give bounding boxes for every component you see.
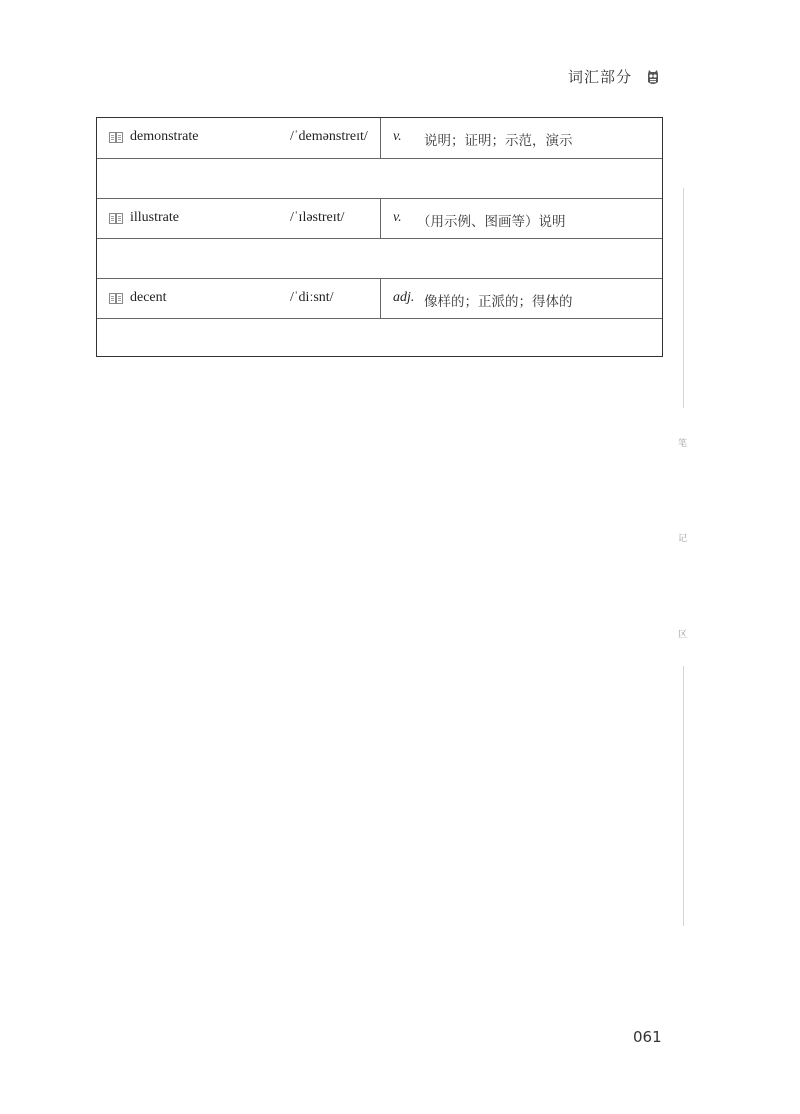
vocab-entry	[97, 118, 662, 158]
vocab-word: demonstrate	[130, 129, 199, 144]
notes-margin-line-bottom	[683, 666, 684, 926]
vocab-entry	[97, 278, 662, 318]
vocab-part-of-speech: v.	[393, 210, 402, 225]
book-icon	[109, 132, 123, 143]
note-row	[97, 238, 662, 278]
page-number: 061	[633, 1028, 662, 1046]
vocab-word: illustrate	[130, 210, 179, 225]
notes-margin-line-top	[683, 188, 684, 408]
note-row	[97, 158, 662, 198]
vocab-phonetic: /ˈɪləstreɪt/	[290, 210, 345, 225]
notes-label-char: 记	[678, 534, 688, 544]
vocab-meaning: （用示例、图画等）说明	[417, 214, 566, 230]
vocab-meaning: 说明；证明；示范，演示	[424, 133, 573, 149]
vocabulary-table	[96, 117, 663, 357]
vocab-meaning: 像样的；正派的；得体的	[424, 294, 573, 310]
vocab-part-of-speech: v.	[393, 129, 402, 144]
vocab-word: decent	[130, 290, 167, 305]
column-divider	[380, 279, 381, 318]
notes-label-char: 笔	[678, 439, 688, 449]
book-icon	[109, 293, 123, 304]
owl-emblem-icon	[646, 68, 660, 86]
notes-label-char: 区	[678, 630, 688, 640]
column-divider	[380, 118, 381, 158]
book-icon	[109, 213, 123, 224]
section-title: 词汇部分	[568, 68, 633, 86]
note-row	[97, 318, 662, 358]
column-divider	[380, 199, 381, 238]
vocab-phonetic: /ˈdemənstreɪt/	[290, 129, 368, 144]
vocab-entry	[97, 198, 662, 238]
vocab-phonetic: /ˈdiːsnt/	[290, 290, 334, 305]
vocab-part-of-speech: adj.	[393, 290, 415, 305]
